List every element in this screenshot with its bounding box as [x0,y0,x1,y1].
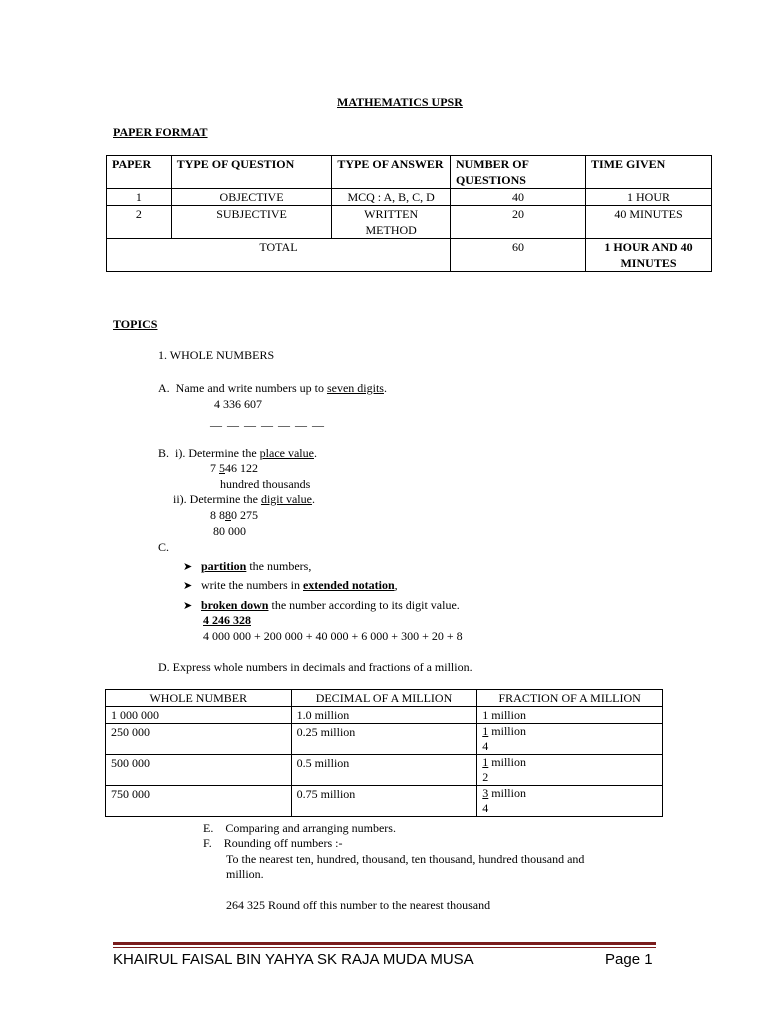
denominator: 2 [482,770,489,784]
document-title: MATHEMATICS UPSR [337,95,463,109]
section-f-line1: To the nearest ten, hundred, thousand, ten thousand, hundred thousand and [226,852,585,866]
bullet-text: the numbers, [246,559,312,573]
topics-heading: TOPICS [113,317,158,331]
number-digit: 8 [225,508,231,522]
cell: WRITTEN METHOD [332,206,451,239]
table-header-row [107,156,712,189]
table-row [106,755,663,786]
footer-author: KHAIRUL FAISAL BIN YAHYA SK RAJA MUDA MUSA [113,951,474,968]
arrow-bullet-icon: ➤ [183,600,193,612]
section-a-example: 4 336 607 [214,397,262,411]
section-a [158,381,387,396]
section-f-line2: million. [226,867,264,881]
section-b-ii [173,492,315,507]
section-e [203,821,396,836]
bullet-extended-notation [183,578,398,593]
header-whole-number: WHOLE NUMBER [106,690,292,707]
arrow-bullet-icon: ➤ [183,580,193,592]
numerator: 1 [482,755,489,769]
denominator: 4 [482,739,489,753]
section-b-letter: B. [158,446,170,460]
section-b-ii-answer: 80 000 [213,524,246,538]
table-row [106,707,663,724]
fraction-unit: million [488,755,526,769]
section-c-letter: C. [158,540,170,554]
fraction-unit: million [488,724,526,738]
cell: 1 [107,189,172,206]
cell: SUBJECTIVE [171,206,332,239]
number-digit: 5 [219,461,225,475]
header-decimal: DECIMAL OF A MILLION [291,690,477,707]
header-type-of-answer: TYPE OF ANSWER [332,156,451,189]
table-row [107,189,712,206]
table-header-row [106,690,663,707]
header-number-of-questions: NUMBER OF QUESTIONS [450,156,585,189]
number-part: 7 [210,461,219,475]
table-row [106,724,663,755]
total-questions: 60 [450,239,585,272]
header-paper: PAPER [107,156,172,189]
section-b-ii-text: ii). Determine the [173,492,261,506]
million-table [105,689,663,817]
cell: 20 [450,206,585,239]
cell: 500 000 [106,755,292,786]
total-time: 1 HOUR AND 40 MINUTES [585,239,711,272]
fraction-cell [477,724,663,755]
section-b-i-text: i). Determine the [175,446,260,460]
broken-down-term: broken down [201,598,269,612]
table-total-row [107,239,712,272]
section-f-letter: F. [203,836,212,850]
bullet-text: the number according to its digit value. [268,598,460,612]
cell: 250 000 [106,724,292,755]
cell: 1 HOUR [585,189,711,206]
footer-page-number: Page 1 [605,951,653,968]
digit-value-term: digit value [260,492,312,506]
paper-format-table [106,155,712,272]
section-b-i [158,446,317,461]
cell: MCQ : A, B, C, D [332,189,451,206]
table-row [107,206,712,239]
section-c-number: 4 246 328 [203,613,251,627]
footer-rule-thin [113,947,656,948]
topic-whole-numbers: 1. WHOLE NUMBERS [158,348,275,362]
section-c-expansion: 4 000 000 + 200 000 + 40 000 + 6 000 + 300 + 20 + 8 [203,629,463,643]
section-a-dashes: — — — — — — — [210,418,325,432]
denominator: 4 [482,801,489,815]
section-b-i-number [210,461,258,476]
bullet-text: , [394,578,398,592]
number-part: 0 275 [231,508,258,522]
cell: 2 [107,206,172,239]
paper-format-heading: PAPER FORMAT [113,125,208,139]
cell: 0.25 million [291,724,477,755]
cell: 1 million [477,707,663,724]
cell: 0.5 million [291,755,477,786]
table-row [106,786,663,817]
numerator: 1 [482,724,489,738]
place-value-term: place value [259,446,314,460]
fraction-cell [477,755,663,786]
bullet-partition [183,559,311,574]
section-b-i-answer: hundred thousands [220,477,311,491]
bullet-text: write the numbers in [201,578,303,592]
cell: 0.75 million [291,786,477,817]
total-label: TOTAL [107,239,451,272]
extended-notation-term: extended notation [302,578,395,592]
section-a-punct: . [383,381,387,395]
partition-term: partition [201,559,247,573]
arrow-bullet-icon: ➤ [183,561,193,573]
cell: 750 000 [106,786,292,817]
header-type-of-question: TYPE OF QUESTION [171,156,332,189]
cell: 40 MINUTES [585,206,711,239]
section-f [203,836,343,851]
header-fraction: FRACTION OF A MILLION [477,690,663,707]
header-time-given: TIME GIVEN [585,156,711,189]
numerator: 3 [482,786,489,800]
fraction-cell [477,786,663,817]
fraction-unit: million [488,786,526,800]
section-f-example: 264 325 Round off this number to the nearest thousand [226,898,491,912]
cell: 40 [450,189,585,206]
section-b-i-punct: . [313,446,317,460]
section-a-underlined: seven digits [326,381,384,395]
section-a-text: Name and write numbers up to [175,381,327,395]
number-part: 46 122 [225,461,258,475]
section-b-ii-punct: . [311,492,315,506]
section-e-letter: E. [203,821,214,835]
cell: 1.0 million [291,707,477,724]
section-b-ii-number [210,508,258,523]
cell: 1 000 000 [106,707,292,724]
footer-rule-thick [113,942,656,945]
section-d: D. Express whole numbers in decimals and fractions of a million. [158,660,473,674]
section-a-letter: A. [158,381,170,395]
section-e-text: Comparing and arranging numbers. [225,821,396,835]
number-part: 8 8 [210,508,225,522]
cell: OBJECTIVE [171,189,332,206]
bullet-broken-down [183,598,460,613]
section-f-text: Rounding off numbers :- [223,836,343,850]
